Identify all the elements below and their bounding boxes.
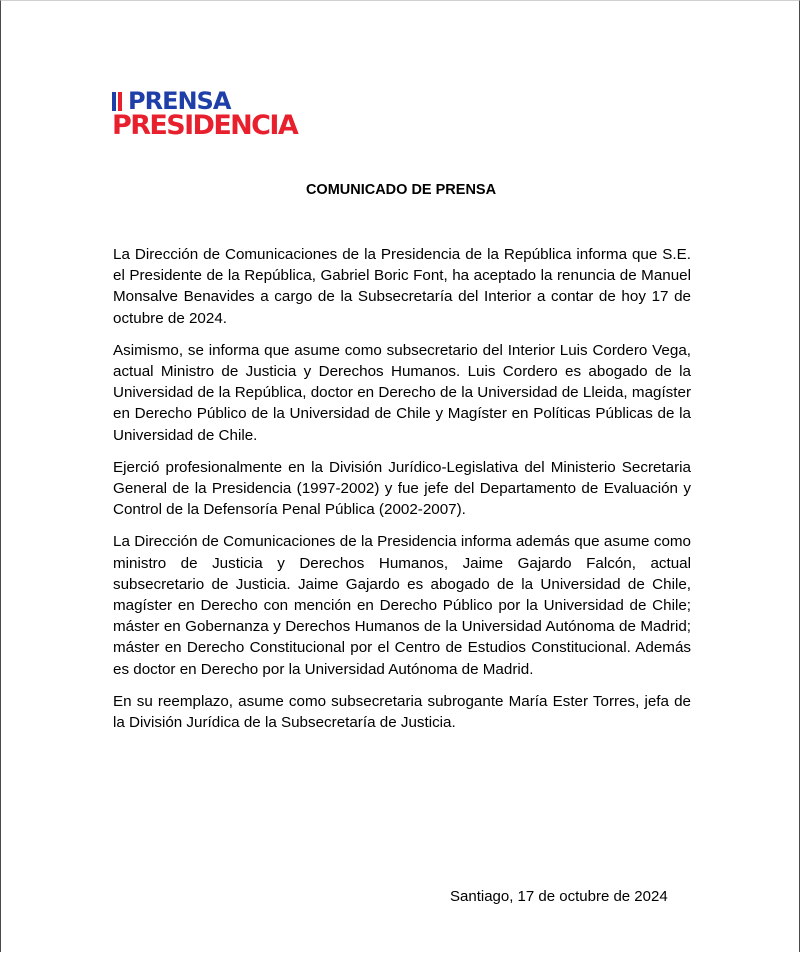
paragraph-4: La Dirección de Comunicaciones de la Presidencia informa además que asume como ministro de Justicia y Derechos Humanos, Jaime Gajardo Falcón, actual subsecretario de Justicia. Jaime Gajardo es abogado de la Universidad de Chile, magíster en Derecho con mención en Derecho Público por la Universidad de Chile; máster en Gobernanza y Derechos Humanos de la Universidad Autónoma de Madrid; máster en Derecho Constitucional por el Centro de Estudios Constitucional. Además es doctor en Derecho por la Universidad Autónoma de Madrid. <box>113 533 691 678</box>
red-bar <box>118 92 122 111</box>
paragraph-1: La Dirección de Comunicaciones de la Presidencia de la República informa que S.E. el Presidente de la República, Gabriel Boric Font, ha aceptado la renuncia de Manuel Monsalve Benavides a cargo de la Subsecretaría del Interior a contar de hoy 17 de octubre de 2024. <box>113 246 691 327</box>
signoff-date: Santiago, 17 de octubre de 2024 <box>450 888 668 905</box>
logo-text-presidencia: PRESIDENCIA <box>112 110 298 141</box>
paragraph-2: Asimismo, se informa que asume como subsecretario del Interior Luis Cordero Vega, actual Ministro de Justicia y Derechos Humanos. Luis Cordero es abogado de la Universidad de la República, doctor en Derecho de la Universidad de Lleida, magíster en Derecho Público de la Universidad de Chile y Magíster en Políticas Públicas de la Universidad de Chile. <box>113 341 691 444</box>
paragraph-5: En su reemplazo, asume como subsecretaria subrogante María Ester Torres, jefa de la División Jurídica de la Subsecretaría de Justicia. <box>113 692 691 732</box>
paragraph-3: Ejerció profesionalmente en la División Jurídico-Legislativa del Ministerio Secretaria General de la Presidencia (1997-2002) y fue jefe del Departamento de Evaluación y Control de la Defensoría Penal Pública (2002-2007). <box>113 458 691 519</box>
flag-bars-icon <box>112 92 124 111</box>
logo-text-prensa: PRENSA <box>128 87 231 115</box>
document-body <box>113 244 691 744</box>
blue-bar <box>112 92 116 111</box>
document-title: COMUNICADO DE PRENSA <box>305 182 497 198</box>
prensa-presidencia-logo <box>112 89 332 141</box>
